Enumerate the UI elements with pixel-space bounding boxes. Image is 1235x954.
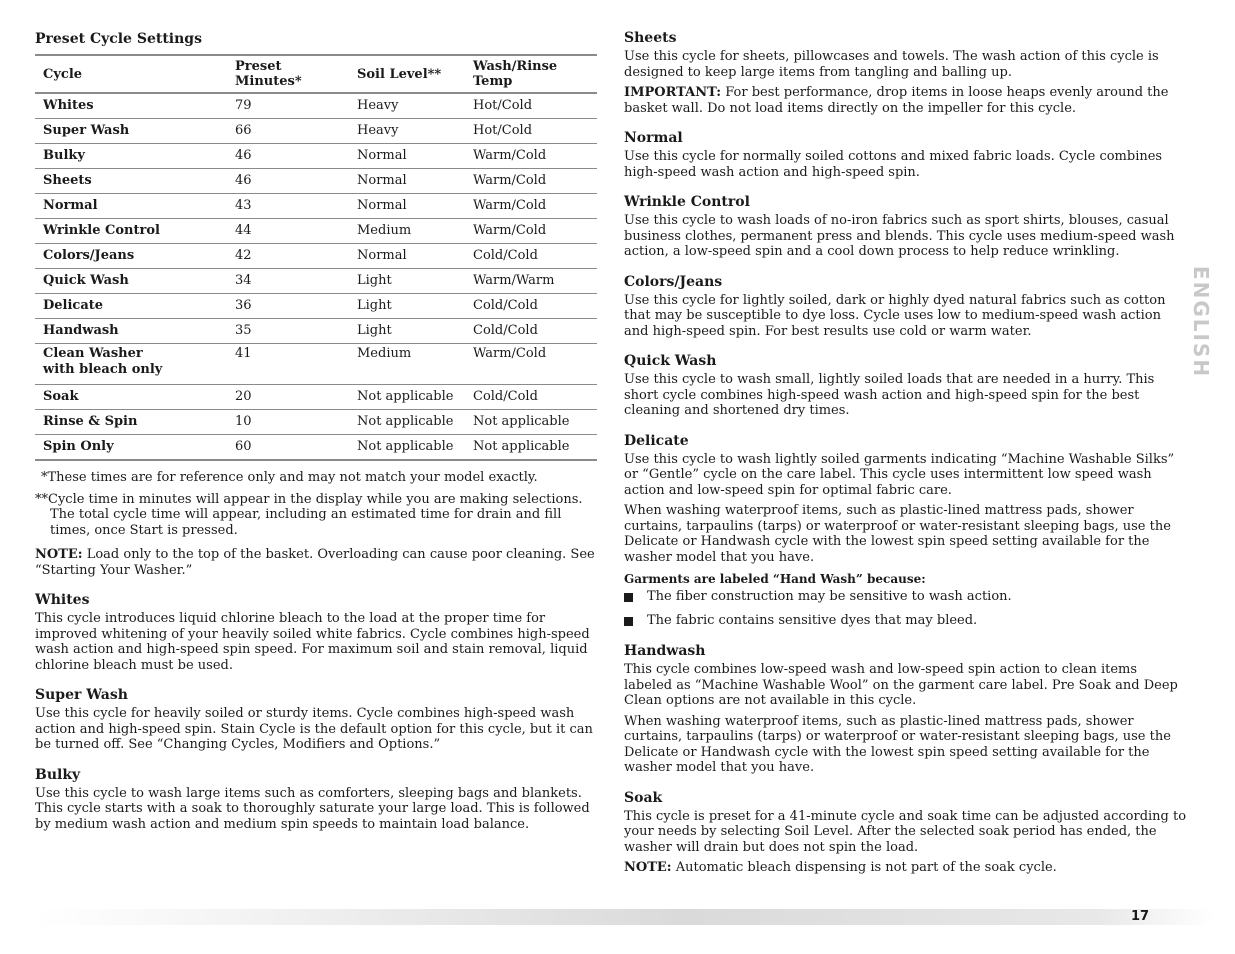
list-item xyxy=(624,589,1187,605)
hand-wash-reasons-list xyxy=(624,589,1187,629)
cell-cycle: Spin Only xyxy=(35,435,227,461)
cell-temp: Warm/Cold xyxy=(465,194,597,219)
cell-minutes: 46 xyxy=(227,144,349,169)
table-row xyxy=(35,294,597,319)
table-row xyxy=(35,269,597,294)
section-heading-delicate: Delicate xyxy=(624,432,689,449)
cell-cycle: Colors/Jeans xyxy=(35,244,227,269)
cell-temp: Not applicable xyxy=(465,410,597,435)
bullet-square-icon xyxy=(624,593,633,602)
cell-soil-level: Light xyxy=(349,269,465,294)
section-text-normal: Use this cycle for normally soiled cottons and mixed fabric loads. Cycle combines high-speed wash action and high-speed spin. xyxy=(624,149,1163,180)
cell-minutes: 43 xyxy=(227,194,349,219)
section-heading-wrinkle-control: Wrinkle Control xyxy=(624,194,750,210)
table-row xyxy=(35,244,597,269)
bullet-square-icon xyxy=(624,617,633,626)
cell-cycle: Wrinkle Control xyxy=(35,219,227,244)
preset-cycle-table xyxy=(35,54,597,461)
cell-soil-level: Not applicable xyxy=(349,410,465,435)
language-label: ENGLISH xyxy=(1189,265,1213,379)
column-header-temp: Wash/Rinse Temp xyxy=(465,55,597,93)
right-column xyxy=(624,30,1187,876)
list-item-text: The fabric contains sensitive dyes that may bleed. xyxy=(647,613,978,628)
important-text: For best performance, drop items in loose heaps evenly around the basket wall. Do not load items directly on the impeller for this cycle. xyxy=(624,85,1169,116)
cell-soil-level: Normal xyxy=(349,169,465,194)
cell-soil-level: Normal xyxy=(349,144,465,169)
table-body xyxy=(35,93,597,460)
column-header-minutes: Preset Minutes* xyxy=(227,55,349,93)
cell-temp: Cold/Cold xyxy=(465,294,597,319)
footnote-display: **Cycle time in minutes will appear in the display while you are making selections. The total cycle time will appear, including an estimated time for drain and fill times, once Start is pressed. xyxy=(35,491,583,538)
soak-note xyxy=(624,860,1187,876)
section-text-quick-wash: Use this cycle to wash small, lightly soiled loads that are needed in a hurry. This short cycle combines high-speed wash action and high-speed spin for the best cleaning and shortened dry times. xyxy=(624,372,1155,418)
table-row xyxy=(35,169,597,194)
list-item-text: The fiber construction may be sensitive to wash action. xyxy=(647,589,1012,604)
table-row xyxy=(35,119,597,144)
section-text-handwash: This cycle combines low-speed wash and low-speed spin action to clean items labeled as “Machine Washable Wool” on the garment care label. Pre Soak and Deep Clean options are not available in this cycle. xyxy=(624,662,1178,708)
note-label: NOTE: xyxy=(35,547,83,562)
cell-soil-level: Heavy xyxy=(349,93,465,119)
cell-temp: Warm/Cold xyxy=(465,169,597,194)
cell-cycle: Rinse & Spin xyxy=(35,410,227,435)
cell-minutes: 41 xyxy=(227,344,349,385)
cell-temp: Warm/Cold xyxy=(465,344,597,385)
section-text-wrinkle-control: Use this cycle to wash loads of no-iron fabrics such as sport shirts, blouses, casual business clothes, permanent press and blends. This cycle uses medium-speed wash action, a low-speed spin and a cool down process to help reduce wrinkling. xyxy=(624,213,1175,259)
section-heading-bulky: Bulky xyxy=(35,766,81,783)
important-label: IMPORTANT: xyxy=(624,85,722,100)
section-text-super-wash: Use this cycle for heavily soiled or sturdy items. Cycle combines high-speed wash action and high-speed spin. Stain Cycle is the default option for this cycle, but it can be turned off. See “Changing Cycles, Modifiers and Options.” xyxy=(35,706,593,752)
cell-cycle: Soak xyxy=(35,385,227,410)
cell-soil-level: Not applicable xyxy=(349,385,465,410)
section-text-handwash-waterproof: When washing waterproof items, such as plastic-lined mattress pads, shower curtains, tarpaulins (tarps) or waterproof or water-resistant sleeping bags, use the Delicate or Handwash cycle with the lowest spin speed setting available for the washer model that you have. xyxy=(624,713,1171,775)
section-text-sheets: Use this cycle for sheets, pillowcases and towels. The wash action of this cycle is designed to keep large items from tangling and balling up. xyxy=(624,49,1159,80)
list-item xyxy=(624,613,1187,629)
cell-minutes: 20 xyxy=(227,385,349,410)
cell-cycle: Handwash xyxy=(35,319,227,344)
cell-minutes: 60 xyxy=(227,435,349,461)
section-text-delicate: Use this cycle to wash lightly soiled garments indicating “Machine Washable Silks” or “Gentle” cycle on the care label. This cycle uses intermittent low speed wash action and low-speed spin for optimal fabric care. xyxy=(624,451,1175,498)
table-row xyxy=(35,194,597,219)
section-heading-super-wash: Super Wash xyxy=(35,687,128,703)
cell-soil-level: Heavy xyxy=(349,119,465,144)
table-row xyxy=(35,219,597,244)
cell-temp: Hot/Cold xyxy=(465,119,597,144)
cell-minutes: 35 xyxy=(227,319,349,344)
cell-soil-level: Medium xyxy=(349,344,465,385)
cell-temp: Warm/Cold xyxy=(465,144,597,169)
cell-soil-level: Not applicable xyxy=(349,435,465,461)
section-heading-sheets: Sheets xyxy=(624,30,677,46)
cell-temp: Warm/Warm xyxy=(465,269,597,294)
section-heading-normal: Normal xyxy=(624,130,683,146)
note-text: Load only to the top of the basket. Overloading can cause poor cleaning. See “Starting Your Washer.” xyxy=(35,547,595,578)
cell-minutes: 79 xyxy=(227,93,349,119)
important-note xyxy=(624,85,1187,116)
cell-cycle: Delicate xyxy=(35,294,227,319)
table-title: Preset Cycle Settings xyxy=(35,31,202,47)
column-header-soil: Soil Level** xyxy=(349,55,465,93)
column-header-cycle: Cycle xyxy=(35,55,227,93)
section-text-soak: This cycle is preset for a 41-minute cycle and soak time can be adjusted according to your needs by selecting Soil Level. After the selected soak period has ended, the washer will drain but does not spin the load. xyxy=(624,808,1187,855)
footer-bar xyxy=(35,909,1215,925)
table-row xyxy=(35,410,597,435)
section-heading-quick-wash: Quick Wash xyxy=(624,353,717,369)
language-side-tab xyxy=(1189,265,1213,379)
section-heading-soak: Soak xyxy=(624,789,663,806)
section-heading-whites: Whites xyxy=(35,592,90,608)
section-text-bulky: Use this cycle to wash large items such as comforters, sleeping bags and blankets. This cycle starts with a soak to thoroughly saturate your large load. This is followed by medium wash action and medium spin speeds to maintain load balance. xyxy=(35,785,590,832)
footnote-reference: *These times are for reference only and may not match your model exactly. xyxy=(41,470,538,485)
section-text-delicate-waterproof: When washing waterproof items, such as plastic-lined mattress pads, shower curtains, tarpaulins (tarps) or waterproof or water-resistant sleeping bags, use the Delicate or Handwash cycle with the lowest spin speed setting available for the washer model that you have. xyxy=(624,503,1171,565)
cell-temp: Cold/Cold xyxy=(465,385,597,410)
cell-cycle: Normal xyxy=(35,194,227,219)
cell-cycle: Super Wash xyxy=(35,119,227,144)
section-text-whites: This cycle introduces liquid chlorine bleach to the load at the proper time for improved whitening of your heavily soiled white fabrics. Cycle combines high-speed wash action and high-speed spin speed. For maximum soil and stain removal, liquid chlorine bleach must be used. xyxy=(35,611,590,673)
cell-temp: Hot/Cold xyxy=(465,93,597,119)
cell-minutes: 10 xyxy=(227,410,349,435)
cell-temp: Cold/Cold xyxy=(465,244,597,269)
cell-minutes: 46 xyxy=(227,169,349,194)
cell-temp: Cold/Cold xyxy=(465,319,597,344)
table-row xyxy=(35,435,597,461)
cell-minutes: 42 xyxy=(227,244,349,269)
section-heading-colors-jeans: Colors/Jeans xyxy=(624,273,723,290)
cell-soil-level: Normal xyxy=(349,244,465,269)
left-column xyxy=(35,30,597,832)
cell-cycle: Sheets xyxy=(35,169,227,194)
cell-cycle: Whites xyxy=(35,93,227,119)
cell-cycle: Bulky xyxy=(35,144,227,169)
table-row xyxy=(35,344,597,385)
soak-note-label: NOTE: xyxy=(624,860,672,875)
cell-soil-level: Normal xyxy=(349,194,465,219)
cell-temp: Warm/Cold xyxy=(465,219,597,244)
hand-wash-subheading: Garments are labeled “Hand Wash” because: xyxy=(624,572,926,586)
cell-soil-level: Light xyxy=(349,294,465,319)
cell-minutes: 36 xyxy=(227,294,349,319)
section-heading-handwash: Handwash xyxy=(624,643,706,659)
cell-soil-level: Medium xyxy=(349,219,465,244)
cell-temp: Not applicable xyxy=(465,435,597,461)
table-row xyxy=(35,93,597,119)
cell-minutes: 44 xyxy=(227,219,349,244)
soak-note-text: Automatic bleach dispensing is not part of the soak cycle. xyxy=(671,860,1057,875)
page-number: 17 xyxy=(1130,909,1150,924)
cell-soil-level: Light xyxy=(349,319,465,344)
cell-minutes: 66 xyxy=(227,119,349,144)
table-row xyxy=(35,385,597,410)
load-note xyxy=(35,547,597,578)
table-row xyxy=(35,319,597,344)
cell-minutes: 34 xyxy=(227,269,349,294)
section-text-colors-jeans: Use this cycle for lightly soiled, dark or highly dyed natural fabrics such as cotton that may be susceptible to dye loss. Cycle uses low to medium-speed wash action and high-speed spin. For best results use cold or warm water. xyxy=(624,292,1166,339)
table-row xyxy=(35,144,597,169)
table-header-row xyxy=(35,55,597,93)
cell-cycle: Quick Wash xyxy=(35,269,227,294)
cell-cycle: Clean Washer with bleach only xyxy=(35,344,227,385)
